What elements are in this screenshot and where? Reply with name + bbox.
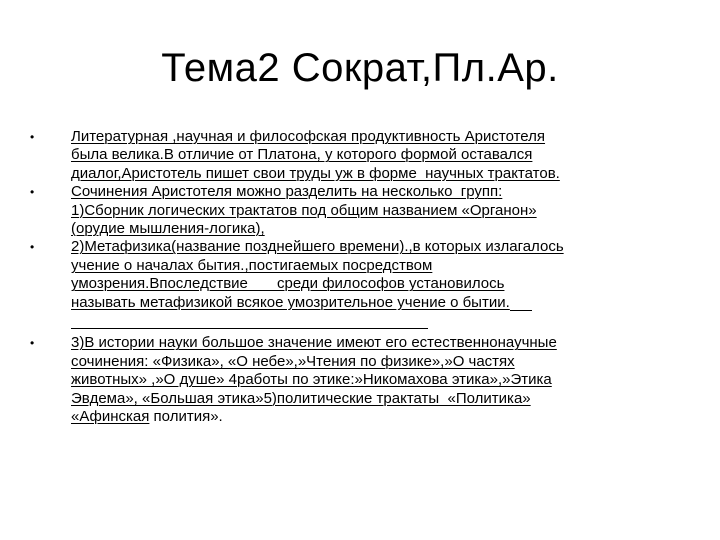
bullet-line: диалог,Аристотель пишет свои труды уж в форме научных трактатов. xyxy=(71,164,560,182)
bullet-item-3 xyxy=(30,238,690,312)
underline-separator xyxy=(30,312,690,330)
bullet-marker: • xyxy=(30,240,35,255)
bullet-line: Эвдема», «Большая этика»5)политические трактаты «Политика» xyxy=(71,389,531,407)
bullet-line: умозрения.Впоследствие среди философов установилось xyxy=(71,275,505,293)
bullet-line-wrapper xyxy=(71,294,690,312)
bullet-line: 2)Метафизика(название позднейшего времени).,в которых излагалось xyxy=(71,238,564,256)
bullet-line: была велика.В отличие от Платона, у которого формой оставался xyxy=(71,146,533,164)
bullet-marker: • xyxy=(30,185,35,200)
bullet-line: 3)В истории науки большое значение имеют его естественнонаучные xyxy=(71,334,557,352)
bullet-line: Литературная ,научная и философская продуктивность Аристотеля xyxy=(71,128,546,145)
bullet-line: сочинения: «Физика», «О небе»,»Чтения по физике»,»О частях xyxy=(71,352,515,370)
slide-title: Тема2 Сократ,Пл.Ар. xyxy=(161,46,559,90)
bullet-line-underlined: «Афинская xyxy=(71,408,150,426)
bullet-last-line xyxy=(71,408,690,426)
bullet-item-4 xyxy=(30,334,690,426)
underline-tail xyxy=(510,310,532,311)
bullet-line: Сочинения Аристотеля можно разделить на несколько групп: xyxy=(71,183,503,201)
bullet-item-2 xyxy=(30,183,690,238)
bullet-marker: • xyxy=(30,130,35,144)
slide-body xyxy=(30,128,690,426)
bullet-marker: • xyxy=(30,336,35,351)
bullet-line: учение о началах бытия.,постигаемых посредством xyxy=(71,256,433,274)
bullet-item-1 xyxy=(30,128,690,183)
separator-bar xyxy=(71,328,428,329)
bullet-line: животных» ,»О душе» 4работы по этике:»Никомахова этика»,»Этика xyxy=(71,371,552,389)
bullet-line: (орудие мышления-логика), xyxy=(71,220,265,238)
bullet-line: называть метафизикой всякое умозрительное учение о бытии. xyxy=(71,293,510,311)
bullet-line-plain: полития». xyxy=(149,408,223,426)
bullet-line: 1)Сборник логических трактатов под общим названием «Органон» xyxy=(71,201,537,219)
